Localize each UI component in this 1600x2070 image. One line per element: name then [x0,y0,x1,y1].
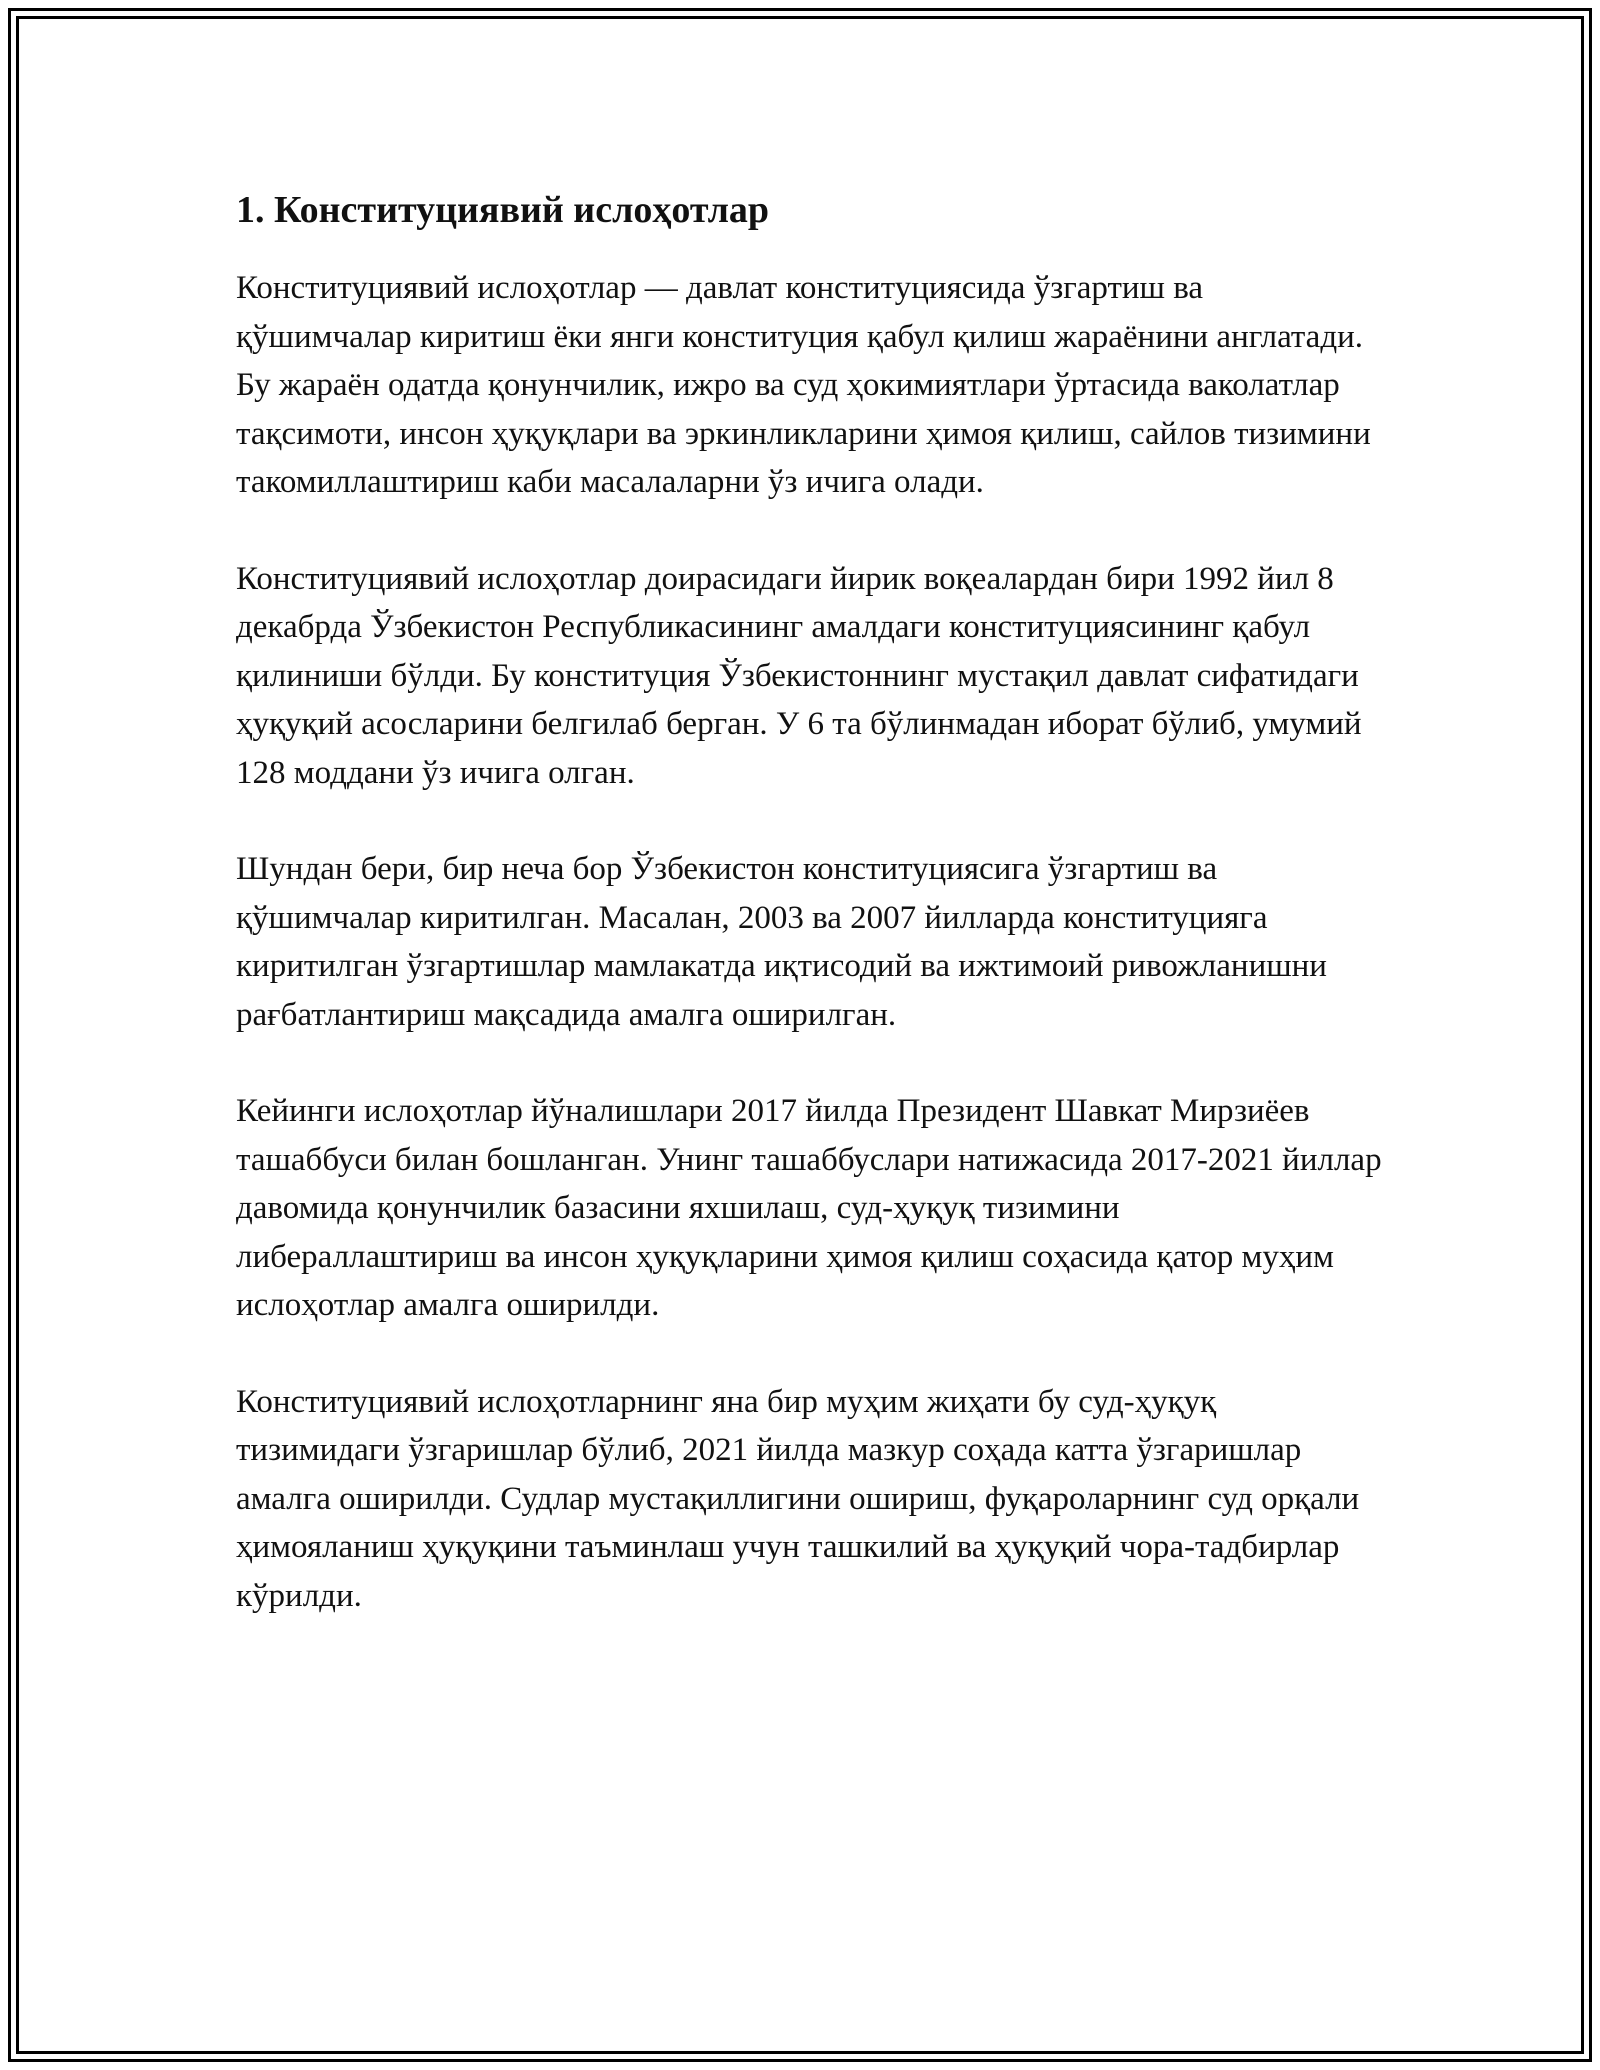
paragraph-judicial-reform: Конституциявий ислоҳотларнинг яна бир муҳим жиҳати бу суд-ҳуқуқ тизимидаги ўзгаришлар бўлиб, 2021 йилда мазкур соҳада катта ўзгаришлар амалга оширилди. Судлар мустақиллигини ошириш, фуқароларнинг суд орқали ҳимояланиш ҳуқуқини таъминлаш учун ташкилий ва ҳуқуқий чора-тадбирлар кўрилди. [236,1383,1360,1614]
document-body [236,184,1386,1668]
paragraph-constitution-1992: Конституциявий ислоҳотлар доирасидаги йирик воқеалардан бири 1992 йил 8 декабрда Ўзбекистон Республикасининг амалдаги конституциясининг қабул қилиниши бўлди. Бу конституция Ўзбекистоннинг мустақил давлат сифатидаги ҳуқуқий асосларини белгилаб берган. У 6 та бўлинмадан иборат бўлиб, умумий 128 моддани ўз ичига олган. [236,560,1362,791]
section-heading: 1. Конституциявий ислоҳотлар [236,189,770,231]
paragraph-amendments: Шундан бери, бир неча бор Ўзбекистон конституциясига ўзгартиш ва қўшимчалар киритилган. Масалан, 2003 ва 2007 йилларда конституцияга киритилган ўзгартишлар мамлакатда иқтисодий ва ижтимоий ривожланишни рағбатлантириш мақсадида амалга оширилган. [236,851,1327,1033]
paragraph-reforms-2017: Кейинги ислоҳотлар йўналишлари 2017 йилда Президент Шавкат Мирзиёев ташаббуси билан бошланган. Унинг ташаббуслари натижасида 2017-2021 йиллар давомида қонунчилик базасини яхшилаш, суд-ҳуқуқ тизимини либераллаштириш ва инсон ҳуқуқларини ҳимоя қилиш соҳасида қатор муҳим ислоҳотлар амалга оширилди. [236,1093,1382,1323]
paragraph-definition: Конституциявий ислоҳотлар — давлат конституциясида ўзгартиш ва қўшимчалар киритиш ёки янги конституция қабул қилиш жараёнини англатади. Бу жараён одатда қонунчилик, ижро ва суд ҳокимиятлари ўртасида ваколатлар тақсимоти, инсон ҳуқуқлари ва эркинликларини ҳимоя қилиш, сайлов тизимини такомиллаштириш каби масалаларни ўз ичига олади. [236,270,1371,500]
